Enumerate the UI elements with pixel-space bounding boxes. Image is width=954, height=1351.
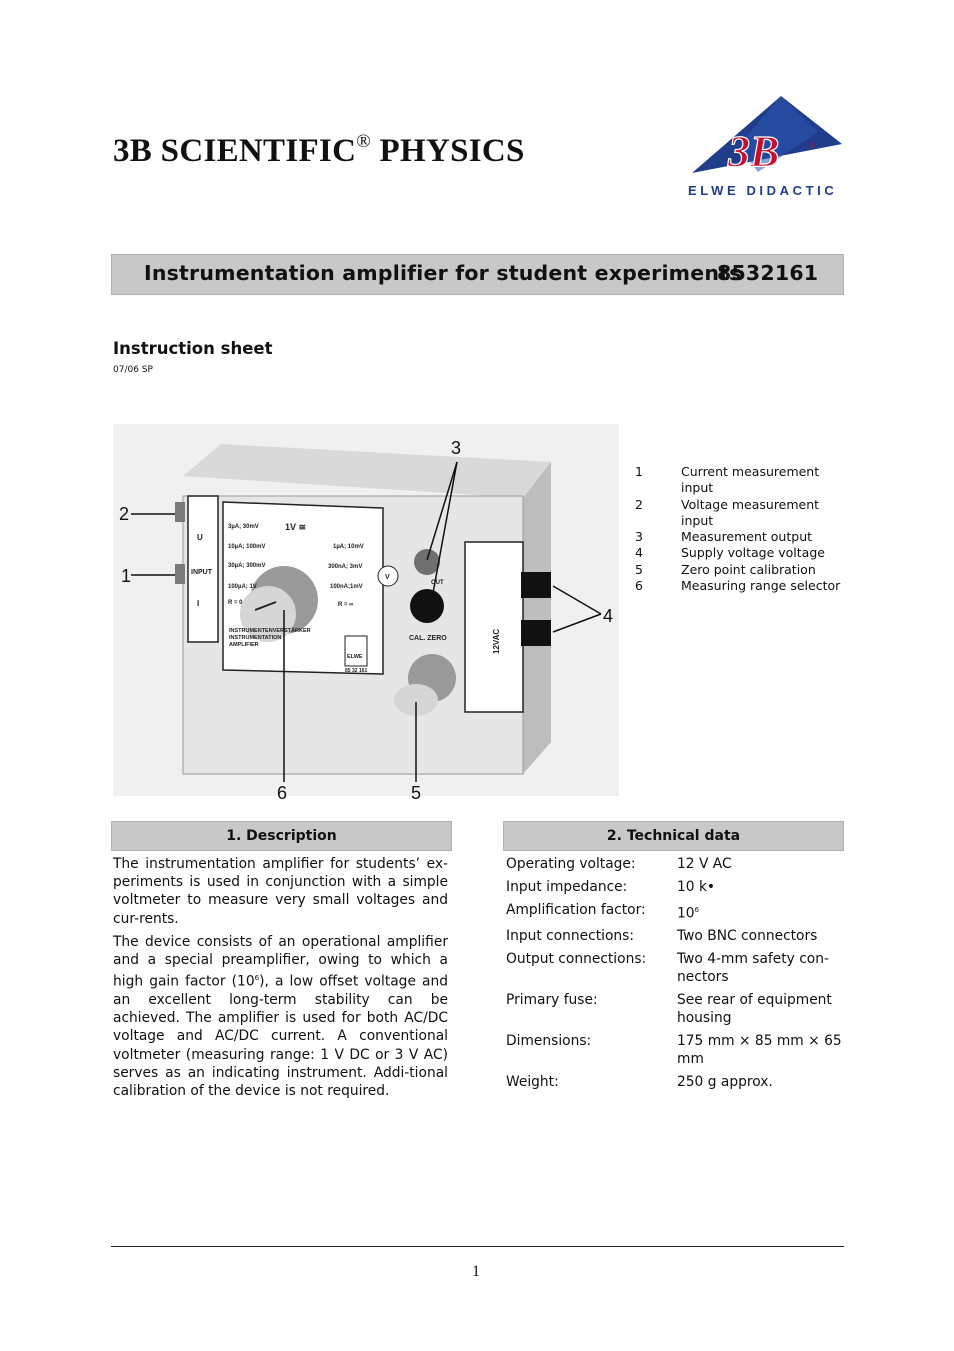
tech-value: 250 g approx. xyxy=(677,1073,773,1090)
tech-row xyxy=(506,878,844,896)
brand-registered: ® xyxy=(356,131,371,152)
panel-range-6: 1µA; 10mV xyxy=(333,544,364,550)
tech-value: 175 mm × 85 mm × 65 mm xyxy=(677,1032,842,1067)
tech-value-with-exponent xyxy=(677,901,844,923)
legend-number: 3 xyxy=(635,529,643,545)
legend-number: 4 xyxy=(635,545,643,561)
technical-data-heading: 2. Technical data xyxy=(503,821,844,851)
brand-title xyxy=(113,131,525,170)
legend-text: Measurement output xyxy=(681,529,813,545)
callout-2: 2 xyxy=(119,504,130,524)
panel-brand-line-3: AMPLIFIER xyxy=(229,642,259,648)
panel-out-label: OUT xyxy=(431,580,444,586)
panel-v-label: V xyxy=(385,574,390,581)
legend-item xyxy=(635,578,845,594)
panel-brand-line-1: INSTRUMENTENVERSTÄRKER xyxy=(229,628,311,634)
panel-elwe: ELWE xyxy=(347,654,363,660)
panel-range-5: R = 0 xyxy=(228,600,243,606)
tech-label: Amplification factor: xyxy=(506,901,646,918)
description-paragraph-2-part-1: The device consists of an operational amplifier and a special preamplifier, owing to which a high gain factor (10 xyxy=(113,933,448,990)
callout-6: 6 xyxy=(277,783,288,803)
document-title: Instrumentation amplifier for student experiments xyxy=(144,261,742,285)
legend-text: Supply voltage voltage xyxy=(681,545,825,561)
tech-value: See rear of equipment housing xyxy=(677,991,832,1026)
legend-number: 6 xyxy=(635,578,643,594)
tech-label: Dimensions: xyxy=(506,1032,592,1049)
legend-item xyxy=(635,464,845,497)
panel-input-label: INPUT xyxy=(191,569,212,576)
brand-main: 3B SCIENTIFIC xyxy=(113,133,357,169)
tech-value: Two 4-mm safety con-nectors xyxy=(677,950,829,985)
brand-tail: PHYSICS xyxy=(370,133,525,169)
logo-mark: 3B xyxy=(728,127,780,176)
legend-item xyxy=(635,497,845,530)
page-number: 1 xyxy=(472,1263,480,1280)
tech-value-exponent: 6 xyxy=(694,905,700,914)
tech-value: 10 k• xyxy=(677,878,716,895)
tech-label: Weight: xyxy=(506,1073,559,1090)
tech-row xyxy=(506,1073,844,1091)
gain-exponent: 6 xyxy=(254,974,260,983)
logo-registered: ® xyxy=(810,143,816,150)
legend-item xyxy=(635,529,845,545)
panel-range-8: 100nA;1mV xyxy=(330,584,363,590)
panel-range-9: R = ∞ xyxy=(338,602,354,608)
callout-4: 4 xyxy=(603,606,614,626)
description-paragraph-2-part-2: ), a low offset voltage and an excellent long-term stability can be achieved. The amplifier is used for both AC/DC voltage and AC/DC current. A conventional voltmeter (measuring range: 1 V DC or 3 V AC) serves as an indicating instrument. Addi-tional calibration of the device is not required. xyxy=(113,973,449,1100)
description-paragraph-2 xyxy=(113,933,448,1100)
panel-i-label: I xyxy=(197,599,200,608)
legend-text: Measuring range selector xyxy=(681,578,841,594)
panel-brand-line-2: INSTRUMENTATION xyxy=(229,635,282,641)
tech-label: Input connections: xyxy=(506,927,634,944)
legend-text: Voltage measurement input xyxy=(681,496,820,528)
tech-row xyxy=(506,927,844,945)
legend-text: Zero point calibration xyxy=(681,561,816,577)
tech-label: Output connections: xyxy=(506,950,647,967)
panel-model: 85 32 161 xyxy=(345,668,368,674)
panel-u-label: U xyxy=(197,533,203,542)
panel-range-1: 3µA; 30mV xyxy=(228,524,259,530)
panel-range-center: 1V ≅ xyxy=(285,522,307,532)
tech-value: 12 V AC xyxy=(677,856,732,872)
callout-5: 5 xyxy=(411,783,422,803)
product-number: 8532161 xyxy=(717,261,819,285)
callout-3: 3 xyxy=(451,438,462,458)
description-body xyxy=(113,855,448,1105)
legend-item xyxy=(635,562,845,578)
legend-number: 2 xyxy=(635,496,643,512)
elwe-didactic-logo xyxy=(688,94,848,202)
tech-row xyxy=(506,855,844,873)
tech-value: 10 xyxy=(677,905,695,922)
device-illustration xyxy=(113,424,619,796)
panel-vac-label: 12VAC xyxy=(492,628,501,654)
tech-row xyxy=(506,991,844,1027)
tech-row xyxy=(506,1032,844,1068)
tech-row xyxy=(506,901,844,923)
legend-number: 5 xyxy=(635,561,643,577)
description-heading: 1. Description xyxy=(111,821,452,851)
panel-range-2: 10µA; 100mV xyxy=(228,544,266,550)
panel-range-4: 100µA; 1V xyxy=(228,584,257,590)
title-bar xyxy=(111,254,844,295)
panel-cal-zero-label: CAL. ZERO xyxy=(409,635,447,642)
document-subheading: Instruction sheet xyxy=(113,339,273,358)
panel-range-3: 30µA; 300mV xyxy=(228,563,266,569)
footer-rule xyxy=(111,1246,844,1247)
legend-text: Current measurement input xyxy=(681,464,820,496)
device-photo xyxy=(113,424,619,803)
document-date: 07/06 SP xyxy=(113,365,153,375)
tech-row xyxy=(506,950,844,986)
legend-item xyxy=(635,545,845,561)
tech-label: Primary fuse: xyxy=(506,991,598,1008)
tech-label: Input impedance: xyxy=(506,878,628,895)
callout-1: 1 xyxy=(121,566,132,586)
photo-legend xyxy=(635,464,845,594)
tech-value: Two BNC connectors xyxy=(677,927,818,944)
logo-text: ELWE DIDACTIC xyxy=(688,183,838,198)
legend-number: 1 xyxy=(635,464,643,479)
description-paragraph-1: The instrumentation amplifier for students’ ex-periments is used in conjunction with a simple voltmeter to measure very small voltages and cur-rents. xyxy=(113,856,448,927)
panel-range-7: 300nA; 3mV xyxy=(328,564,363,570)
technical-data-table xyxy=(506,855,844,1096)
tech-label: Operating voltage: xyxy=(506,856,636,872)
